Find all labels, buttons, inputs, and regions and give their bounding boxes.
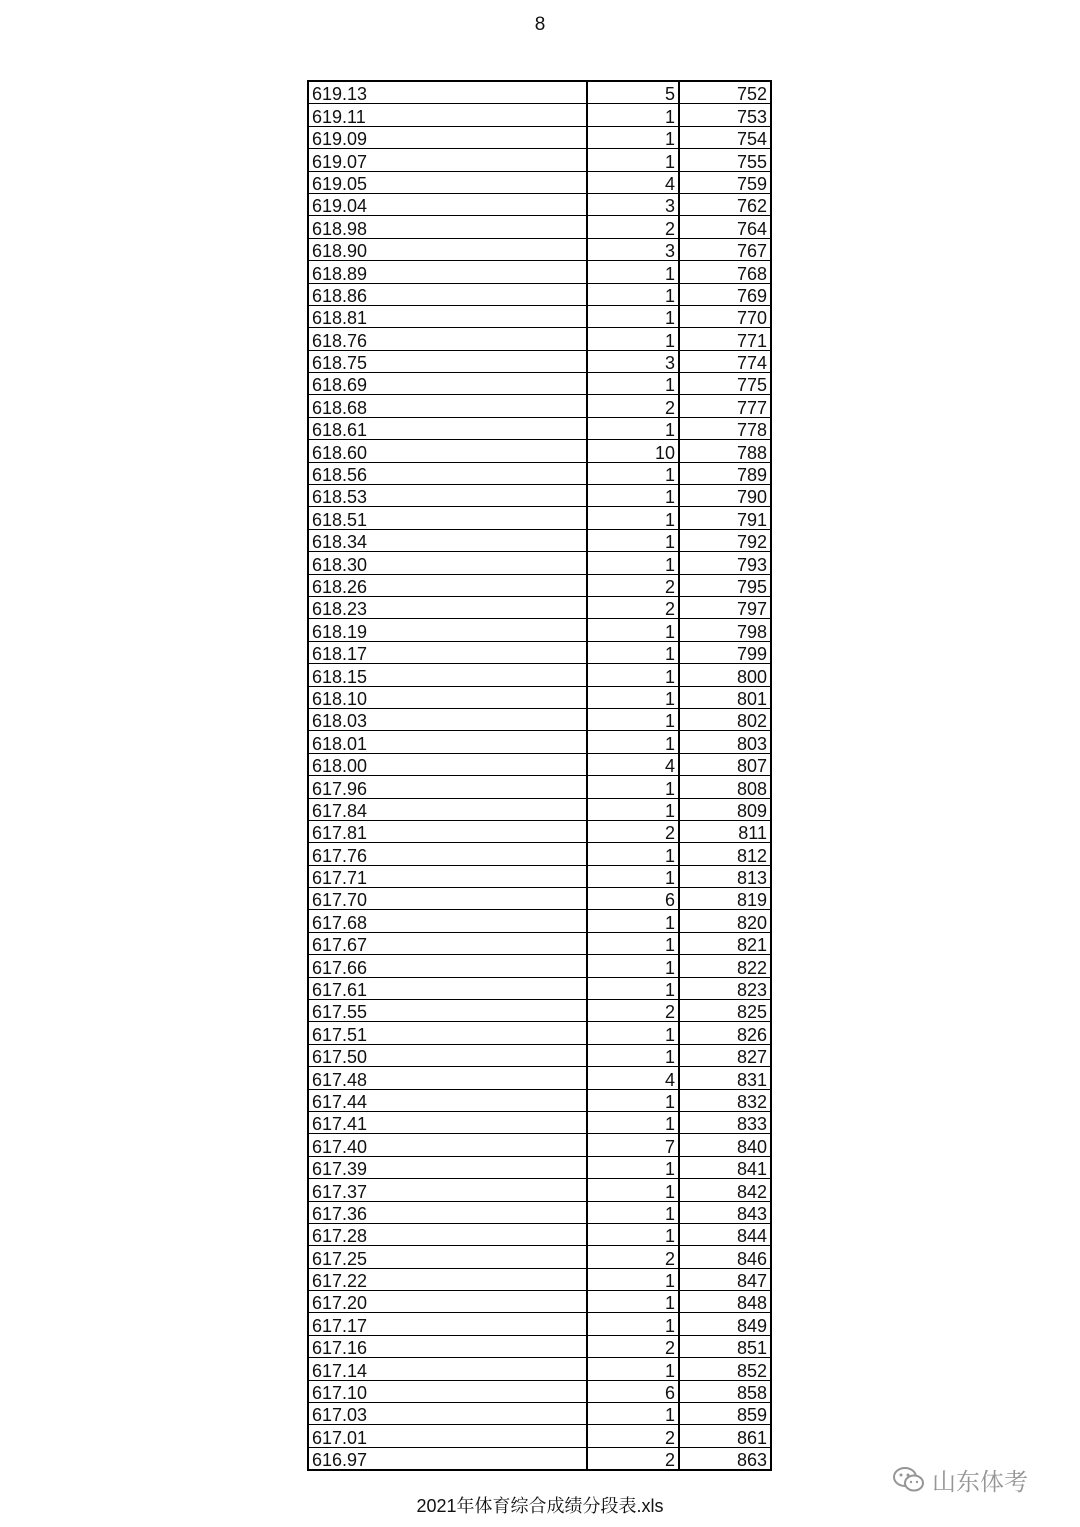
count-cell: 2 xyxy=(587,596,679,618)
table-row xyxy=(308,1134,771,1156)
score-cell: 617.14 xyxy=(308,1358,587,1380)
cumulative-cell: 820 xyxy=(679,910,771,932)
score-cell: 617.41 xyxy=(308,1111,587,1133)
cumulative-cell: 823 xyxy=(679,977,771,999)
cumulative-cell: 753 xyxy=(679,104,771,126)
count-cell: 2 xyxy=(587,395,679,417)
table-row xyxy=(308,955,771,977)
cumulative-cell: 822 xyxy=(679,955,771,977)
count-cell: 2 xyxy=(587,1447,679,1470)
score-table-body xyxy=(308,81,771,1470)
score-cell: 617.22 xyxy=(308,1268,587,1290)
count-cell: 1 xyxy=(587,507,679,529)
cumulative-cell: 764 xyxy=(679,216,771,238)
count-cell: 2 xyxy=(587,574,679,596)
count-cell: 1 xyxy=(587,1111,679,1133)
cumulative-cell: 807 xyxy=(679,753,771,775)
count-cell: 1 xyxy=(587,462,679,484)
table-row xyxy=(308,1201,771,1223)
score-table xyxy=(307,80,772,1471)
table-row xyxy=(308,1425,771,1447)
score-cell: 617.16 xyxy=(308,1335,587,1357)
score-cell: 618.51 xyxy=(308,507,587,529)
cumulative-cell: 767 xyxy=(679,238,771,260)
score-cell: 617.44 xyxy=(308,1089,587,1111)
count-cell: 2 xyxy=(587,216,679,238)
cumulative-cell: 826 xyxy=(679,1022,771,1044)
count-cell: 1 xyxy=(587,1201,679,1223)
score-cell: 617.17 xyxy=(308,1313,587,1335)
table-row xyxy=(308,888,771,910)
cumulative-cell: 847 xyxy=(679,1268,771,1290)
table-row xyxy=(308,171,771,193)
table-row xyxy=(308,1022,771,1044)
score-cell: 618.03 xyxy=(308,708,587,730)
score-cell: 617.84 xyxy=(308,798,587,820)
cumulative-cell: 841 xyxy=(679,1156,771,1178)
cumulative-cell: 774 xyxy=(679,350,771,372)
score-cell: 617.03 xyxy=(308,1403,587,1425)
table-row xyxy=(308,820,771,842)
cumulative-cell: 863 xyxy=(679,1447,771,1470)
score-cell: 619.05 xyxy=(308,171,587,193)
score-cell: 617.28 xyxy=(308,1223,587,1245)
score-cell: 617.67 xyxy=(308,932,587,954)
count-cell: 1 xyxy=(587,1022,679,1044)
score-cell: 617.48 xyxy=(308,1067,587,1089)
count-cell: 1 xyxy=(587,910,679,932)
score-cell: 618.15 xyxy=(308,664,587,686)
table-row xyxy=(308,686,771,708)
count-cell: 2 xyxy=(587,1335,679,1357)
table-row xyxy=(308,1268,771,1290)
count-cell: 1 xyxy=(587,104,679,126)
count-cell: 1 xyxy=(587,955,679,977)
cumulative-cell: 861 xyxy=(679,1425,771,1447)
cumulative-cell: 789 xyxy=(679,462,771,484)
count-cell: 1 xyxy=(587,776,679,798)
cumulative-cell: 803 xyxy=(679,731,771,753)
cumulative-cell: 831 xyxy=(679,1067,771,1089)
table-row xyxy=(308,305,771,327)
cumulative-cell: 811 xyxy=(679,820,771,842)
count-cell: 1 xyxy=(587,1089,679,1111)
score-cell: 617.20 xyxy=(308,1291,587,1313)
count-cell: 4 xyxy=(587,171,679,193)
score-cell: 618.61 xyxy=(308,417,587,439)
cumulative-cell: 844 xyxy=(679,1223,771,1245)
count-cell: 1 xyxy=(587,731,679,753)
score-cell: 617.51 xyxy=(308,1022,587,1044)
cumulative-cell: 851 xyxy=(679,1335,771,1357)
score-cell: 619.07 xyxy=(308,149,587,171)
score-cell: 618.17 xyxy=(308,641,587,663)
count-cell: 1 xyxy=(587,686,679,708)
score-cell: 619.09 xyxy=(308,126,587,148)
score-cell: 618.10 xyxy=(308,686,587,708)
table-row xyxy=(308,440,771,462)
table-row xyxy=(308,865,771,887)
score-cell: 618.56 xyxy=(308,462,587,484)
count-cell: 1 xyxy=(587,1268,679,1290)
count-cell: 1 xyxy=(587,485,679,507)
cumulative-cell: 791 xyxy=(679,507,771,529)
count-cell: 6 xyxy=(587,888,679,910)
cumulative-cell: 792 xyxy=(679,529,771,551)
cumulative-cell: 754 xyxy=(679,126,771,148)
cumulative-cell: 771 xyxy=(679,328,771,350)
cumulative-cell: 762 xyxy=(679,193,771,215)
cumulative-cell: 778 xyxy=(679,417,771,439)
cumulative-cell: 832 xyxy=(679,1089,771,1111)
score-cell: 618.00 xyxy=(308,753,587,775)
cumulative-cell: 846 xyxy=(679,1246,771,1268)
table-row xyxy=(308,462,771,484)
cumulative-cell: 833 xyxy=(679,1111,771,1133)
cumulative-cell: 769 xyxy=(679,283,771,305)
table-row xyxy=(308,1044,771,1066)
table-row xyxy=(308,395,771,417)
cumulative-cell: 819 xyxy=(679,888,771,910)
table-row xyxy=(308,261,771,283)
count-cell: 1 xyxy=(587,529,679,551)
count-cell: 7 xyxy=(587,1134,679,1156)
count-cell: 6 xyxy=(587,1380,679,1402)
table-row xyxy=(308,731,771,753)
table-row xyxy=(308,1089,771,1111)
table-row xyxy=(308,708,771,730)
table-row xyxy=(308,1403,771,1425)
score-cell: 617.01 xyxy=(308,1425,587,1447)
table-row xyxy=(308,238,771,260)
page-number: 8 xyxy=(534,14,546,35)
score-cell: 618.30 xyxy=(308,552,587,574)
count-cell: 2 xyxy=(587,820,679,842)
cumulative-cell: 755 xyxy=(679,149,771,171)
score-cell: 617.36 xyxy=(308,1201,587,1223)
count-cell: 1 xyxy=(587,1403,679,1425)
score-cell: 617.66 xyxy=(308,955,587,977)
score-cell: 617.37 xyxy=(308,1179,587,1201)
count-cell: 1 xyxy=(587,552,679,574)
table-row xyxy=(308,932,771,954)
table-row xyxy=(308,350,771,372)
score-cell: 618.98 xyxy=(308,216,587,238)
count-cell: 1 xyxy=(587,798,679,820)
table-row xyxy=(308,776,771,798)
score-cell: 616.97 xyxy=(308,1447,587,1470)
table-row xyxy=(308,574,771,596)
table-row xyxy=(308,1335,771,1357)
score-cell: 618.60 xyxy=(308,440,587,462)
count-cell: 2 xyxy=(587,1246,679,1268)
table-row xyxy=(308,1380,771,1402)
score-cell: 618.19 xyxy=(308,619,587,641)
table-row xyxy=(308,1246,771,1268)
cumulative-cell: 852 xyxy=(679,1358,771,1380)
table-row xyxy=(308,417,771,439)
cumulative-cell: 795 xyxy=(679,574,771,596)
count-cell: 10 xyxy=(587,440,679,462)
cumulative-cell: 858 xyxy=(679,1380,771,1402)
table-row xyxy=(308,507,771,529)
cumulative-cell: 842 xyxy=(679,1179,771,1201)
score-cell: 617.25 xyxy=(308,1246,587,1268)
score-cell: 618.68 xyxy=(308,395,587,417)
table-row xyxy=(308,149,771,171)
table-row xyxy=(308,1358,771,1380)
count-cell: 1 xyxy=(587,261,679,283)
cumulative-cell: 759 xyxy=(679,171,771,193)
table-row xyxy=(308,373,771,395)
count-cell: 4 xyxy=(587,1067,679,1089)
count-cell: 1 xyxy=(587,149,679,171)
count-cell: 1 xyxy=(587,708,679,730)
cumulative-cell: 848 xyxy=(679,1291,771,1313)
table-row xyxy=(308,126,771,148)
cumulative-cell: 827 xyxy=(679,1044,771,1066)
score-cell: 618.23 xyxy=(308,596,587,618)
count-cell: 1 xyxy=(587,126,679,148)
score-cell: 617.96 xyxy=(308,776,587,798)
count-cell: 1 xyxy=(587,1044,679,1066)
cumulative-cell: 777 xyxy=(679,395,771,417)
table-row xyxy=(308,1111,771,1133)
cumulative-cell: 840 xyxy=(679,1134,771,1156)
count-cell: 1 xyxy=(587,328,679,350)
score-cell: 617.68 xyxy=(308,910,587,932)
score-cell: 617.81 xyxy=(308,820,587,842)
score-cell: 618.69 xyxy=(308,373,587,395)
table-row xyxy=(308,81,771,104)
count-cell: 1 xyxy=(587,1223,679,1245)
count-cell: 3 xyxy=(587,193,679,215)
cumulative-cell: 775 xyxy=(679,373,771,395)
count-cell: 1 xyxy=(587,1313,679,1335)
score-cell: 617.40 xyxy=(308,1134,587,1156)
count-cell: 1 xyxy=(587,1156,679,1178)
score-cell: 618.89 xyxy=(308,261,587,283)
score-cell: 618.81 xyxy=(308,305,587,327)
table-row xyxy=(308,619,771,641)
score-cell: 617.50 xyxy=(308,1044,587,1066)
table-row xyxy=(308,843,771,865)
score-cell: 619.04 xyxy=(308,193,587,215)
cumulative-cell: 859 xyxy=(679,1403,771,1425)
cumulative-cell: 788 xyxy=(679,440,771,462)
count-cell: 2 xyxy=(587,1425,679,1447)
cumulative-cell: 752 xyxy=(679,81,771,104)
table-row xyxy=(308,1179,771,1201)
count-cell: 5 xyxy=(587,81,679,104)
table-row xyxy=(308,798,771,820)
count-cell: 1 xyxy=(587,1291,679,1313)
cumulative-cell: 800 xyxy=(679,664,771,686)
score-cell: 617.55 xyxy=(308,1000,587,1022)
score-cell: 619.11 xyxy=(308,104,587,126)
count-cell: 4 xyxy=(587,753,679,775)
table-row xyxy=(308,216,771,238)
cumulative-cell: 799 xyxy=(679,641,771,663)
count-cell: 3 xyxy=(587,350,679,372)
count-cell: 1 xyxy=(587,977,679,999)
table-row xyxy=(308,1000,771,1022)
cumulative-cell: 790 xyxy=(679,485,771,507)
count-cell: 1 xyxy=(587,843,679,865)
watermark-text: 山东体考 xyxy=(932,1469,1028,1496)
table-row xyxy=(308,1447,771,1470)
table-row xyxy=(308,529,771,551)
cumulative-cell: 821 xyxy=(679,932,771,954)
count-cell: 1 xyxy=(587,1179,679,1201)
table-row xyxy=(308,283,771,305)
count-cell: 1 xyxy=(587,373,679,395)
count-cell: 1 xyxy=(587,932,679,954)
score-cell: 618.90 xyxy=(308,238,587,260)
table-row xyxy=(308,193,771,215)
cumulative-cell: 797 xyxy=(679,596,771,618)
footer-filename: 2021年体育综合成绩分段表.xls xyxy=(416,1496,664,1516)
score-cell: 619.13 xyxy=(308,81,587,104)
watermark xyxy=(892,1462,1028,1497)
score-cell: 618.86 xyxy=(308,283,587,305)
table-row xyxy=(308,596,771,618)
count-cell: 1 xyxy=(587,641,679,663)
cumulative-cell: 812 xyxy=(679,843,771,865)
count-cell: 1 xyxy=(587,417,679,439)
cumulative-cell: 813 xyxy=(679,865,771,887)
table-row xyxy=(308,1223,771,1245)
cumulative-cell: 793 xyxy=(679,552,771,574)
score-cell: 618.53 xyxy=(308,485,587,507)
table-row xyxy=(308,910,771,932)
table-row xyxy=(308,1067,771,1089)
table-row xyxy=(308,1156,771,1178)
table-row xyxy=(308,977,771,999)
cumulative-cell: 809 xyxy=(679,798,771,820)
table-row xyxy=(308,485,771,507)
table-row xyxy=(308,664,771,686)
table-row xyxy=(308,1291,771,1313)
cumulative-cell: 770 xyxy=(679,305,771,327)
score-cell: 618.26 xyxy=(308,574,587,596)
table-row xyxy=(308,328,771,350)
score-cell: 617.70 xyxy=(308,888,587,910)
cumulative-cell: 843 xyxy=(679,1201,771,1223)
score-cell: 618.01 xyxy=(308,731,587,753)
score-cell: 618.75 xyxy=(308,350,587,372)
count-cell: 1 xyxy=(587,619,679,641)
count-cell: 2 xyxy=(587,1000,679,1022)
table-row xyxy=(308,641,771,663)
table-row xyxy=(308,104,771,126)
cumulative-cell: 768 xyxy=(679,261,771,283)
cumulative-cell: 808 xyxy=(679,776,771,798)
table-row xyxy=(308,753,771,775)
count-cell: 1 xyxy=(587,283,679,305)
cumulative-cell: 849 xyxy=(679,1313,771,1335)
cumulative-cell: 801 xyxy=(679,686,771,708)
count-cell: 3 xyxy=(587,238,679,260)
count-cell: 1 xyxy=(587,305,679,327)
count-cell: 1 xyxy=(587,1358,679,1380)
score-cell: 618.34 xyxy=(308,529,587,551)
cumulative-cell: 825 xyxy=(679,1000,771,1022)
table-row xyxy=(308,1313,771,1335)
count-cell: 1 xyxy=(587,664,679,686)
score-cell: 617.10 xyxy=(308,1380,587,1402)
score-cell: 618.76 xyxy=(308,328,587,350)
count-cell: 1 xyxy=(587,865,679,887)
score-cell: 617.61 xyxy=(308,977,587,999)
wechat-icon xyxy=(892,1466,926,1494)
cumulative-cell: 798 xyxy=(679,619,771,641)
score-cell: 617.71 xyxy=(308,865,587,887)
table-row xyxy=(308,552,771,574)
score-cell: 617.39 xyxy=(308,1156,587,1178)
cumulative-cell: 802 xyxy=(679,708,771,730)
score-cell: 617.76 xyxy=(308,843,587,865)
